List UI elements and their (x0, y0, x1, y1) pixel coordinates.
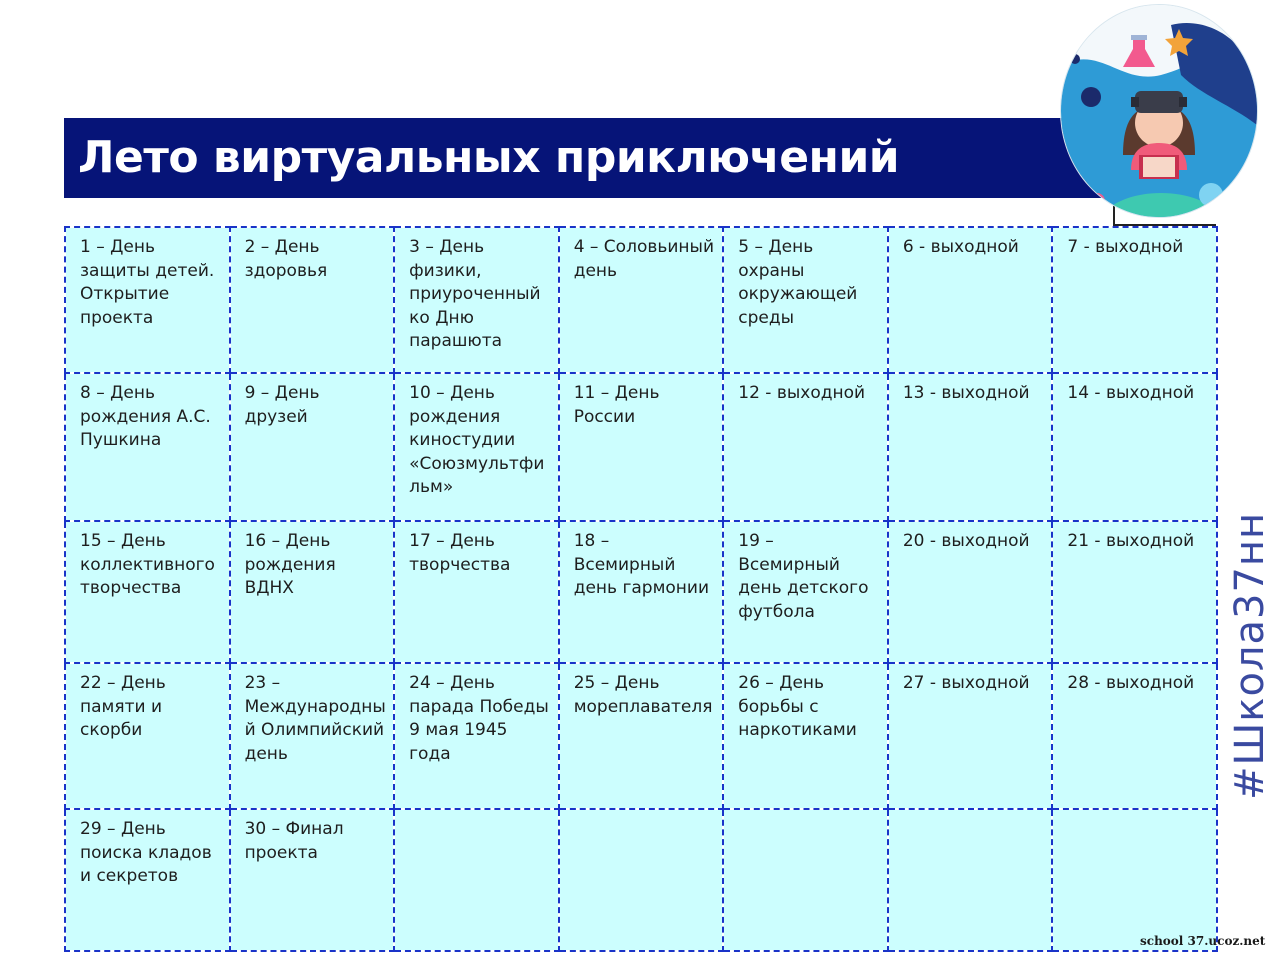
calendar-table (64, 226, 1218, 952)
calendar-week-row (65, 663, 1217, 809)
calendar-day-cell: 30 – Финал проекта (230, 809, 395, 951)
calendar-day-cell: 5 – День охраны окружающей среды (723, 227, 888, 373)
calendar-day-cell: 15 – День коллективного творчества (65, 521, 230, 663)
calendar-day-cell: 17 – День творчества (394, 521, 559, 663)
calendar-week-row (65, 227, 1217, 373)
calendar-day-cell: 23 – Международный Олимпийский день (230, 663, 395, 809)
calendar-day-cell: 3 – День физики, приуроченный ко Дню парашюта (394, 227, 559, 373)
calendar-day-cell: 20 - выходной (888, 521, 1053, 663)
calendar-day-cell (394, 809, 559, 951)
calendar-day-cell: 6 - выходной (888, 227, 1053, 373)
calendar-day-cell: 16 – День рождения ВДНХ (230, 521, 395, 663)
calendar-day-cell: 13 - выходной (888, 373, 1053, 521)
calendar-week-row (65, 521, 1217, 663)
calendar-day-cell: 7 - выходной (1052, 227, 1217, 373)
calendar-day-cell: 9 – День друзей (230, 373, 395, 521)
calendar-day-cell: 27 - выходной (888, 663, 1053, 809)
girl-vr-headset-reading-illustration (1060, 4, 1258, 218)
calendar-day-cell: 22 – День памяти и скорби (65, 663, 230, 809)
footer-url: school 37.ucoz.net (1140, 934, 1266, 948)
calendar-day-cell: 12 - выходной (723, 373, 888, 521)
calendar-day-cell: 4 – Соловьиный день (559, 227, 724, 373)
calendar-day-cell: 28 - выходной (1052, 663, 1217, 809)
side-hashtag: #Школа37нн (1227, 511, 1273, 800)
illustration-icon (1061, 5, 1257, 217)
calendar-day-cell (723, 809, 888, 951)
calendar-day-cell: 19 – Всемирный день детского футбола (723, 521, 888, 663)
page-title: Лето виртуальных приключений (78, 132, 900, 183)
calendar-day-cell: 2 – День здоровья (230, 227, 395, 373)
calendar-day-cell: 1 – День защиты детей. Открытие проекта (65, 227, 230, 373)
calendar-day-cell: 10 – День рождения киностудии «Союзмультфильм» (394, 373, 559, 521)
title-banner (64, 118, 1116, 198)
calendar-day-cell: 29 – День поиска кладов и секретов (65, 809, 230, 951)
calendar-day-cell (559, 809, 724, 951)
calendar-day-cell: 14 - выходной (1052, 373, 1217, 521)
calendar-day-cell: 26 – День борьбы с наркотиками (723, 663, 888, 809)
calendar-day-cell: 21 - выходной (1052, 521, 1217, 663)
calendar-day-cell: 25 – День мореплавателя (559, 663, 724, 809)
calendar-day-cell: 11 – День России (559, 373, 724, 521)
calendar-day-cell (1052, 809, 1217, 951)
calendar-week-row (65, 809, 1217, 951)
calendar-day-cell: 18 – Всемирный день гармонии (559, 521, 724, 663)
calendar-day-cell: 24 – День парада Победы 9 мая 1945 года (394, 663, 559, 809)
calendar-day-cell (888, 809, 1053, 951)
calendar-day-cell: 8 – День рождения А.С. Пушкина (65, 373, 230, 521)
calendar-week-row (65, 373, 1217, 521)
